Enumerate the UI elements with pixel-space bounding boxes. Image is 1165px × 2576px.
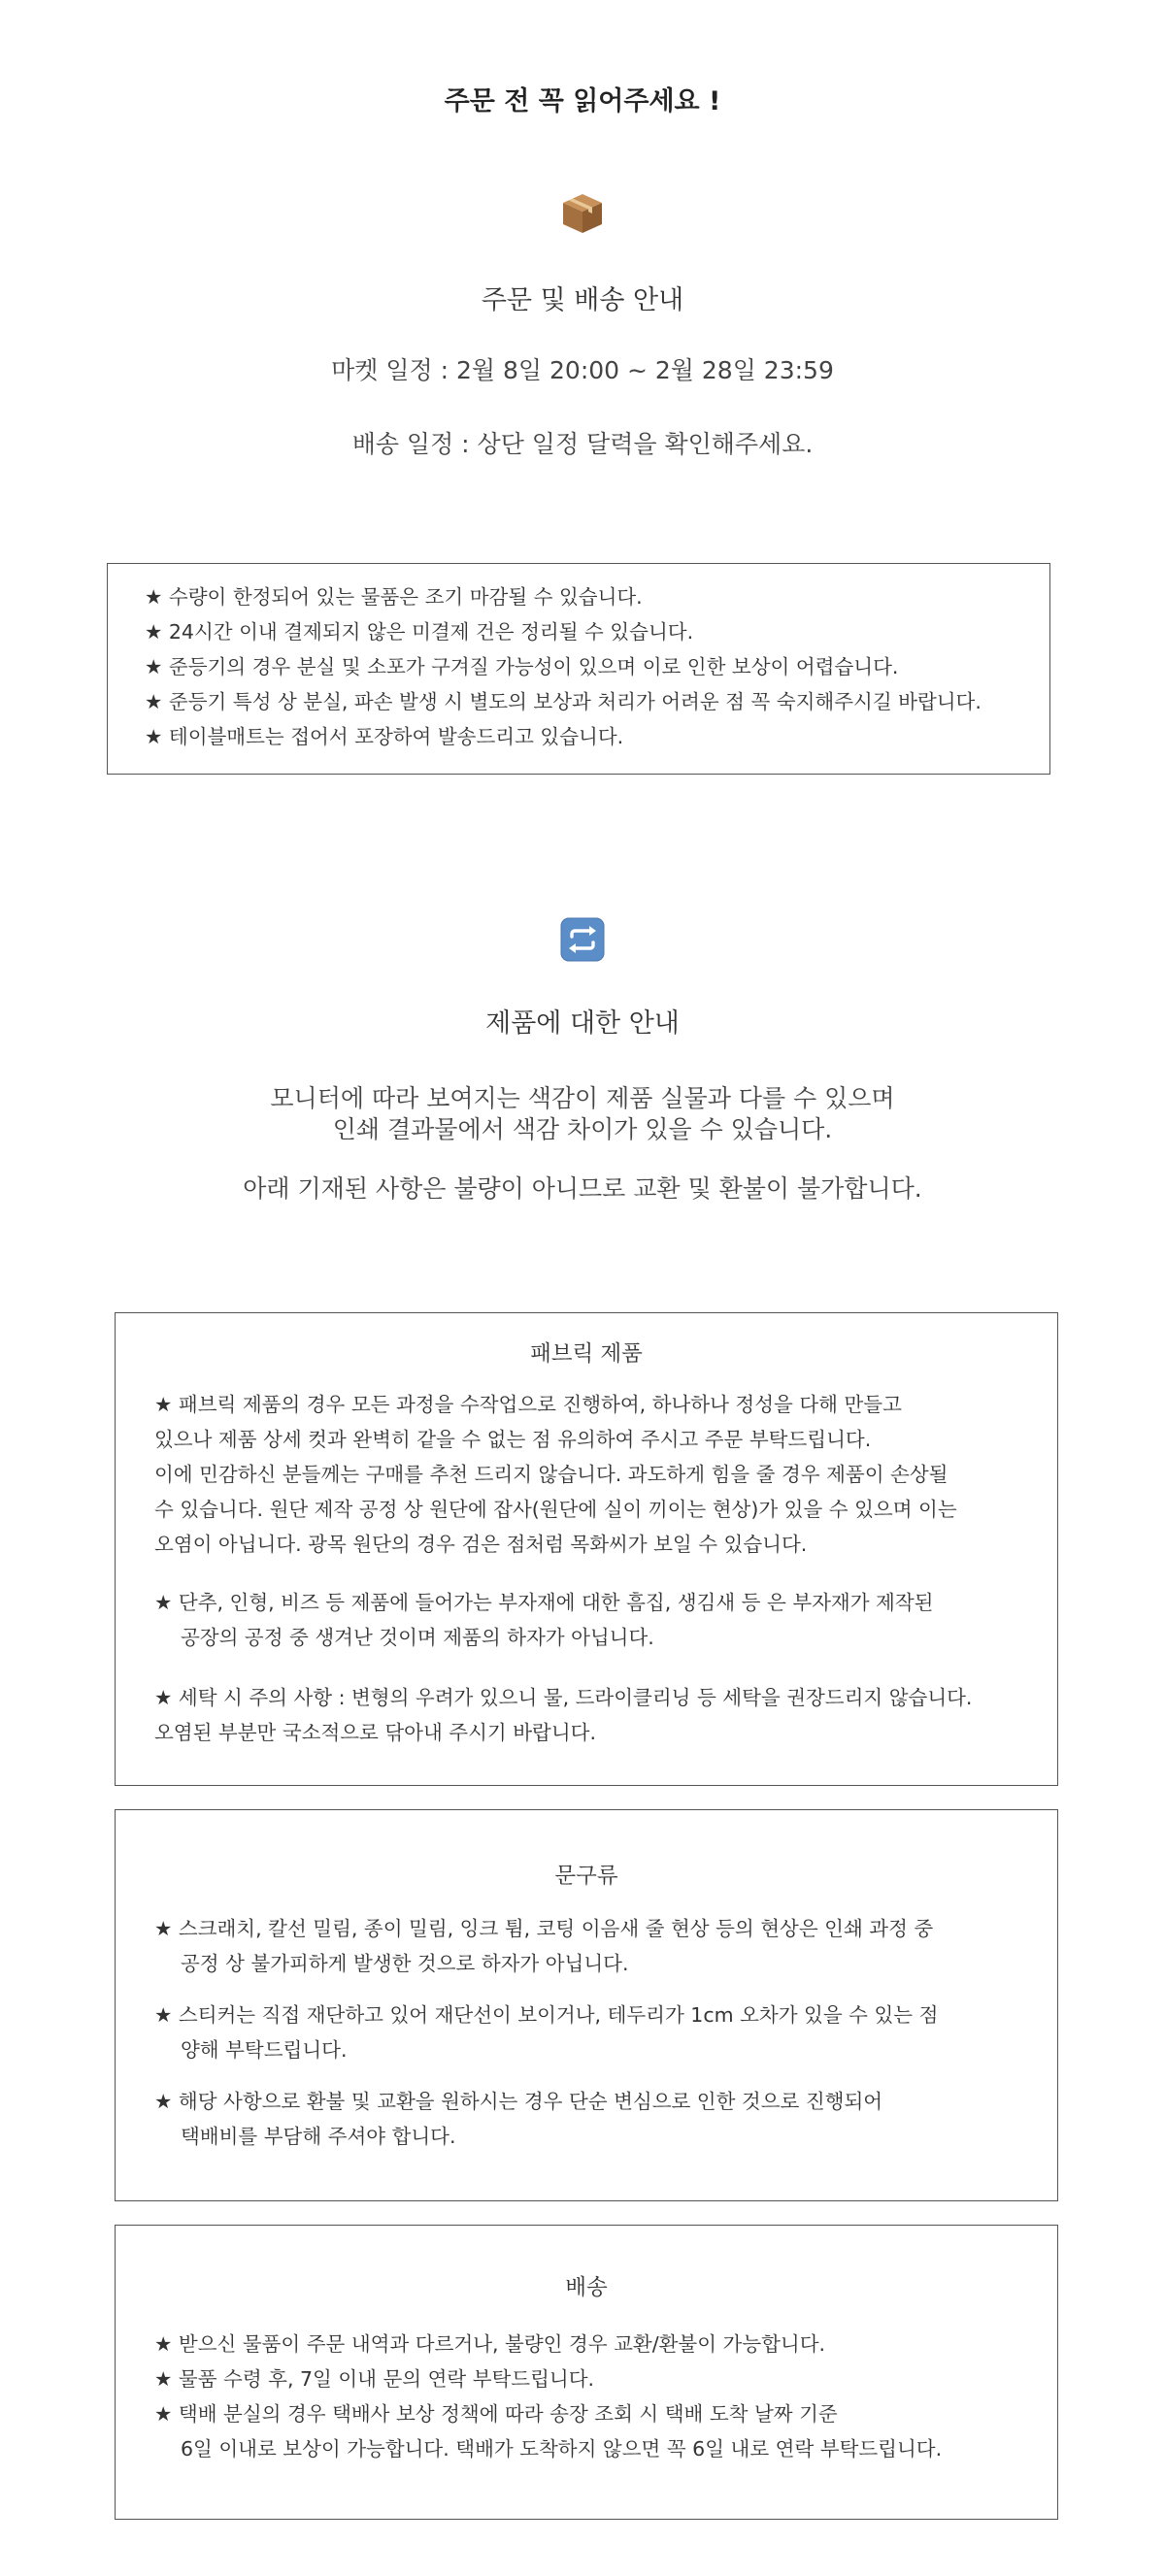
text-line: 오염이 아닙니다. 광목 원단의 경우 검은 점처럼 목화씨가 보일 수 있습니다. (154, 1533, 808, 1556)
fabric-paragraph-2 (154, 1585, 933, 1655)
text-line: 오염된 부분만 국소적으로 닦아내 주시기 바랍니다. (154, 1721, 596, 1744)
text-line: ★ 해당 사항으로 환불 및 교환을 원하시는 경우 단순 변심으로 인한 것으로 진행되어 (154, 2090, 883, 2113)
stationery-box (115, 1809, 1058, 2201)
notice-box (107, 563, 1050, 775)
list-item: ★ 받으신 물품이 주문 내역과 다르거나, 불량인 경우 교환/환불이 가능합니다. (154, 2332, 826, 2356)
fabric-paragraph-1 (154, 1387, 957, 1562)
text-line: 있으나 제품 상세 컷과 완벽히 같을 수 없는 점 유의하여 주시고 주문 부탁드립니다. (154, 1428, 872, 1451)
text-line: ★ 스크래치, 칼선 밀림, 종이 밀림, 잉크 튐, 코팅 이음새 줄 현상 등의 현상은 인쇄 과정 중 (154, 1917, 934, 1940)
page-title: 주문 전 꼭 읽어주세요 ! (444, 86, 721, 116)
fabric-box-title: 패브릭 제품 (530, 1341, 643, 1367)
stationery-box-title: 문구류 (554, 1864, 618, 1889)
shipping-schedule: 배송 일정 : 상단 일정 달력을 확인해주세요. (351, 430, 814, 458)
list-item: ★ 물품 수령 후, 7일 이내 문의 연락 부탁드립니다. (154, 2367, 595, 2391)
fabric-box (115, 1312, 1058, 1786)
text-line: 택배비를 부담해 주셔야 합니다. (181, 2125, 456, 2148)
text-line: 공장의 공정 중 생겨난 것이며 제품의 하자가 아닙니다. (181, 1626, 654, 1649)
text-line: ★ 패브릭 제품의 경우 모든 과정을 수작업으로 진행하여, 하나하나 정성을 다해 만들고 (154, 1393, 902, 1416)
notice-list (145, 579, 982, 754)
text-line: 이에 민감하신 분들께는 구매를 추천 드리지 않습니다. 과도하게 힘을 줄 경우 제품이 손상될 (154, 1463, 949, 1486)
product-notice-line-3: 아래 기재된 사항은 불량이 아니므로 교환 및 환불이 불가합니다. (243, 1174, 922, 1203)
fabric-paragraph-3 (154, 1680, 972, 1750)
text-line: ★ 세탁 시 주의 사항 : 변형의 우려가 있으니 물, 드라이클리닝 등 세탁을 권장드리지 않습니다. (154, 1686, 973, 1709)
stationery-paragraph-1 (154, 1911, 933, 1981)
product-notice-line-2: 인쇄 결과물에서 색감 차이가 있을 수 있습니다. (332, 1115, 833, 1143)
text-line: ★ 스티커는 직접 재단하고 있어 재단선이 보이거나, 테두리가 1cm 오차가 있을 수 있는 점 (154, 2003, 939, 2027)
shipping-list (154, 2327, 942, 2466)
list-item: ★ 24시간 이내 결제되지 않은 미결제 건은 정리될 수 있습니다. (145, 620, 694, 644)
repeat-arrows-icon (560, 917, 605, 962)
market-schedule: 마켓 일정 : 2월 8일 20:00 ~ 2월 28일 23:59 (331, 356, 834, 384)
list-item: 6일 이내로 보상이 가능합니다. 택배가 도착하지 않으면 꼭 6일 내로 연락 부탁드립니다. (181, 2437, 943, 2460)
list-item: ★ 수량이 한정되어 있는 물품은 조기 마감될 수 있습니다. (145, 585, 643, 609)
text-line: 양해 부탁드립니다. (181, 2038, 348, 2062)
list-item: ★ 준등기의 경우 분실 및 소포가 구겨질 가능성이 있으며 이로 인한 보상이 어렵습니다. (145, 655, 899, 678)
package-box-icon (559, 190, 606, 237)
stationery-paragraph-2 (154, 1998, 938, 2067)
text-line: 공정 상 불가피하게 발생한 것으로 하자가 아닙니다. (181, 1952, 629, 1975)
list-item: ★ 준등기 특성 상 분실, 파손 발생 시 별도의 보상과 처리가 어려운 점 꼭 숙지해주시길 바랍니다. (145, 690, 982, 713)
shipping-box-title: 배송 (565, 2275, 608, 2300)
order-section-heading: 주문 및 배송 안내 (481, 285, 684, 315)
stationery-paragraph-3 (154, 2084, 882, 2154)
product-section-heading: 제품에 대한 안내 (485, 1008, 680, 1039)
product-notice-line-1: 모니터에 따라 보여지는 색감이 제품 실물과 다를 수 있으며 (270, 1084, 895, 1112)
text-line: 수 있습니다. 원단 제작 공정 상 원단에 잡사(원단에 실이 끼이는 현상)가 있을 수 있으며 이는 (154, 1498, 957, 1521)
text-line: ★ 단추, 인형, 비즈 등 제품에 들어가는 부자재에 대한 흠집, 생김새 등 은 부자재가 제작된 (154, 1591, 934, 1614)
list-item: ★ 택배 분실의 경우 택배사 보상 정책에 따라 송장 조회 시 택배 도착 날짜 기준 (154, 2402, 838, 2426)
list-item: ★ 테이블매트는 접어서 포장하여 발송드리고 있습니다. (145, 725, 624, 748)
shipping-box (115, 2225, 1058, 2520)
